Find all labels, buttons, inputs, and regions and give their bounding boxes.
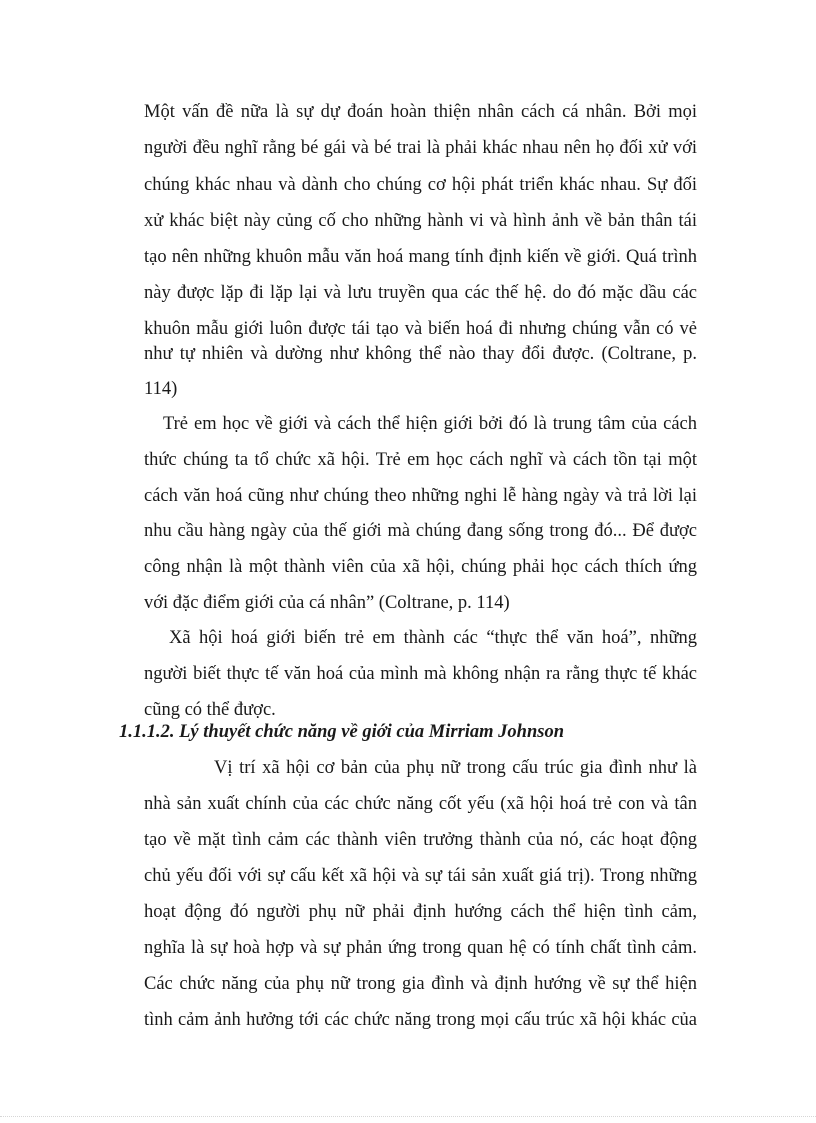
paragraph-4-line: tạo về mặt tình cảm các thành viên trưởng thành của nó, các hoạt động <box>144 830 697 850</box>
paragraph-2-line: Trẻ em học về giới và cách thể hiện giới bởi đó là trung tâm của cách <box>163 414 697 434</box>
paragraph-2-line: nhu cầu hàng ngày của thế giới mà chúng đang sống trong đó... Để được <box>144 521 697 541</box>
paragraph-4-line: nghĩa là sự hoà hợp và sự phản ứng trong quan hệ có tính chất tình cảm. <box>144 938 697 958</box>
paragraph-1-line: người đều nghĩ rằng bé gái và bé trai là phải khác nhau nên họ đối xử với <box>144 138 697 158</box>
paragraph-1-line: khuôn mẫu giới luôn được tái tạo và biến hoá đi nhưng chúng vẫn có vẻ <box>144 319 697 339</box>
page-bottom-divider <box>0 1116 816 1117</box>
paragraph-2-line: thức chúng ta tổ chức xã hội. Trẻ em học cách nghĩ và cách tồn tại một <box>144 450 697 470</box>
paragraph-2-line: công nhận là một thành viên của xã hội, chúng phải học cách thích ứng <box>144 557 697 577</box>
paragraph-1-line: xử khác biệt này củng cố cho những hành vi và hình ảnh về bản thân tái <box>144 211 697 231</box>
paragraph-3-line: Xã hội hoá giới biến trẻ em thành các “thực thể văn hoá”, những <box>169 628 697 648</box>
paragraph-4-line: hoạt động đó người phụ nữ phải định hướng cách thể hiện tình cảm, <box>144 902 697 922</box>
paragraph-1-line: như tự nhiên và dường như không thể nào thay đổi được. (Coltrane, p. <box>144 344 697 364</box>
paragraph-3-line: cũng có thể được. <box>144 700 276 720</box>
paragraph-1-line: 114) <box>144 379 178 399</box>
section-heading: 1.1.1.2. Lý thuyết chức năng về giới của Mirriam Johnson <box>119 722 565 742</box>
paragraph-3-line: người biết thực tế văn hoá của mình mà không nhận ra rằng thực tế khác <box>144 664 697 684</box>
paragraph-1-line: chúng khác nhau và dành cho chúng cơ hội phát triển khác nhau. Sự đối <box>144 175 697 195</box>
paragraph-4-line: chủ yếu đối với sự cấu kết xã hội và sự tái sản xuất giá trị). Trong những <box>144 866 697 886</box>
paragraph-1-line: này được lặp đi lặp lại và lưu truyền qua các thế hệ. do đó mặc dầu các <box>144 283 697 303</box>
paragraph-1-line: Một vấn đề nữa là sự dự đoán hoàn thiện nhân cách cá nhân. Bởi mọi <box>144 102 697 122</box>
paragraph-4-line: nhà sản xuất chính của các chức năng cốt yếu (xã hội hoá trẻ con và tân <box>144 794 697 814</box>
paragraph-4-line: Vị trí xã hội cơ bản của phụ nữ trong cấu trúc gia đình như là <box>214 758 697 778</box>
paragraph-1-line: tạo nên những khuôn mẫu văn hoá mang tính định kiến về giới. Quá trình <box>144 247 697 267</box>
paragraph-2-line: với đặc điểm giới của cá nhân” (Coltrane, p. 114) <box>144 593 510 613</box>
paragraph-2-line: cách văn hoá cũng như chúng theo những nghi lễ hàng ngày và trả lời lại <box>144 486 697 506</box>
paragraph-4-line: tình cảm ảnh hưởng tới các chức năng trong mọi cấu trúc xã hội khác của <box>144 1010 697 1030</box>
paragraph-4-line: Các chức năng của phụ nữ trong gia đình và định hướng về sự thể hiện <box>144 974 697 994</box>
